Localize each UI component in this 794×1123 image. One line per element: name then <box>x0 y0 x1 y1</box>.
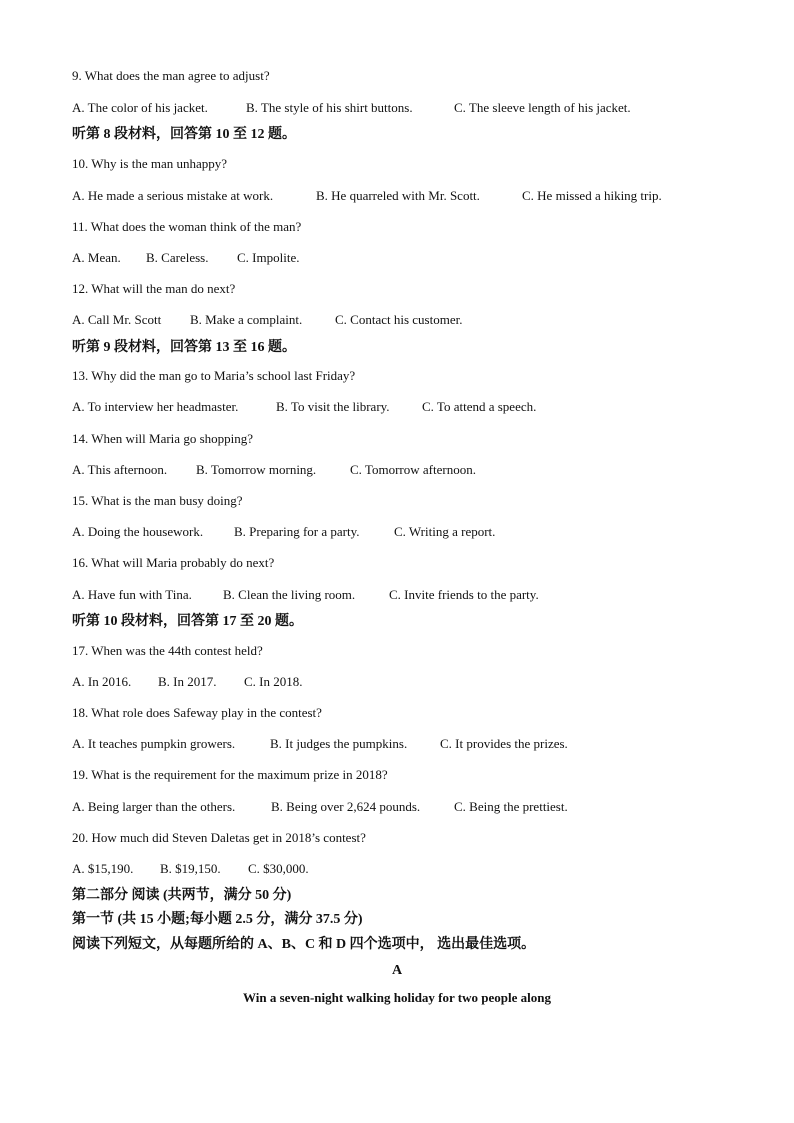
option-c: C. Being the prettiest. <box>454 799 568 814</box>
options-11 <box>72 250 299 266</box>
option-a: A. This afternoon. <box>72 462 168 477</box>
option-b: B. He quarreled with Mr. Scott. <box>316 188 480 203</box>
option-c: C. $30,000. <box>248 861 309 876</box>
option-c: C. To attend a speech. <box>422 399 537 414</box>
option-b: B. Preparing for a party. <box>234 524 360 539</box>
options-17 <box>72 674 303 690</box>
option-c: C. In 2018. <box>244 674 303 689</box>
question-16: 16. What will Maria probably do next? <box>72 555 275 570</box>
question-11: 11. What does the woman think of the man? <box>72 219 302 234</box>
option-c: C. Writing a report. <box>394 524 496 539</box>
option-a: A. $15,190. <box>72 861 134 876</box>
option-b: B. In 2017. <box>158 674 217 689</box>
section-header-9: 听第 9 段材料，回答第 13 至 16 题。 <box>72 340 296 355</box>
option-b: B. The style of his shirt buttons. <box>246 100 413 115</box>
option-b: B. To visit the library. <box>276 399 390 414</box>
option-b: B. Careless. <box>146 250 209 265</box>
question-13: 13. Why did the man go to Maria’s school last Friday? <box>72 368 356 383</box>
option-b: B. Being over 2,624 pounds. <box>271 799 421 814</box>
option-a: A. Mean. <box>72 250 121 265</box>
options-10 <box>72 188 662 204</box>
option-a: A. It teaches pumpkin growers. <box>72 736 236 751</box>
option-c: C. It provides the prizes. <box>440 736 568 751</box>
options-13 <box>72 399 536 415</box>
option-c: C. He missed a hiking trip. <box>522 188 662 203</box>
passage-title: Win a seven-night walking holiday for two people along <box>243 990 551 1005</box>
question-12: 12. What will the man do next? <box>72 281 236 296</box>
question-9: 9. What does the man agree to adjust? <box>72 68 270 83</box>
option-c: C. Tomorrow afternoon. <box>350 462 476 477</box>
question-17: 17. When was the 44th contest held? <box>72 643 263 658</box>
passage-letter: A <box>391 963 403 978</box>
option-b: B. Make a complaint. <box>190 312 303 327</box>
options-16 <box>72 587 539 603</box>
part2-section1: 第一节 (共 15 小题;每小题 2.5 分，满分 37.5 分) <box>72 912 363 927</box>
option-b: B. Tomorrow morning. <box>196 462 317 477</box>
options-14 <box>72 462 476 478</box>
question-19: 19. What is the requirement for the maximum prize in 2018? <box>72 767 388 782</box>
question-20: 20. How much did Steven Daletas get in 2018’s contest? <box>72 830 366 845</box>
option-b: B. It judges the pumpkins. <box>270 736 408 751</box>
part2-instruction: 阅读下列短文，从每题所给的 A、B、C 和 D 四个选项中， 选出最佳选项。 <box>72 937 536 952</box>
option-c: C. Contact his customer. <box>335 312 463 327</box>
option-a: A. He made a serious mistake at work. <box>72 188 274 203</box>
section-header-8: 听第 8 段材料，回答第 10 至 12 题。 <box>72 127 296 142</box>
question-18: 18. What role does Safeway play in the contest? <box>72 705 322 720</box>
part2-title: 第二部分 阅读 (共两节，满分 50 分) <box>72 888 292 903</box>
options-18 <box>72 736 568 752</box>
option-a: A. In 2016. <box>72 674 132 689</box>
option-a: A. Doing the housework. <box>72 524 204 539</box>
question-15: 15. What is the man busy doing? <box>72 493 243 508</box>
option-a: A. The color of his jacket. <box>72 100 208 115</box>
option-c: C. Invite friends to the party. <box>389 587 539 602</box>
options-12 <box>72 312 462 328</box>
option-a: A. To interview her headmaster. <box>72 399 239 414</box>
option-b: B. $19,150. <box>160 861 221 876</box>
section-header-10: 听第 10 段材料，回答第 17 至 20 题。 <box>72 614 303 629</box>
option-c: C. The sleeve length of his jacket. <box>454 100 631 115</box>
option-a: A. Have fun with Tina. <box>72 587 192 602</box>
question-10: 10. Why is the man unhappy? <box>72 156 228 171</box>
option-a: A. Being larger than the others. <box>72 799 236 814</box>
options-9 <box>72 100 631 116</box>
option-c: C. Impolite. <box>237 250 300 265</box>
option-b: B. Clean the living room. <box>223 587 356 602</box>
option-a: A. Call Mr. Scott <box>72 312 162 327</box>
question-14: 14. When will Maria go shopping? <box>72 431 254 446</box>
options-19 <box>72 799 568 815</box>
options-20 <box>72 861 309 877</box>
options-15 <box>72 524 495 540</box>
